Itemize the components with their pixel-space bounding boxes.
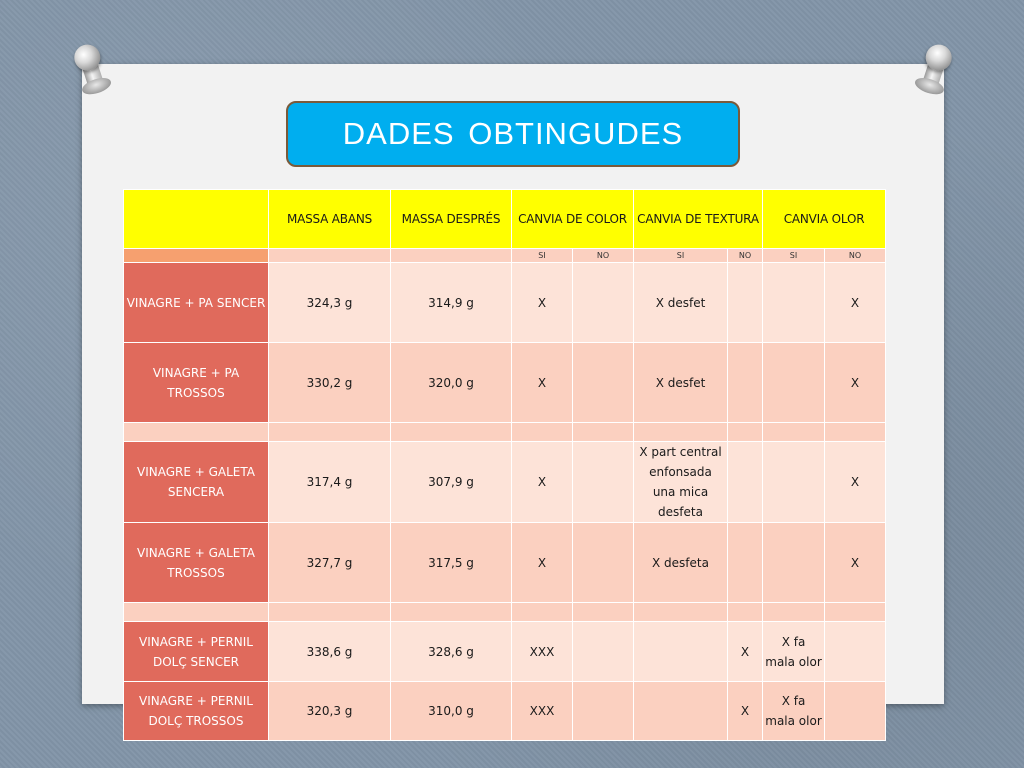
header-massa-despres: MASSA DESPRÉS xyxy=(391,190,512,249)
cell-olor-si xyxy=(763,263,825,343)
cell-color-no xyxy=(573,343,634,423)
table-row xyxy=(124,523,886,603)
cell-color-si: XXX xyxy=(512,622,573,682)
cell-textura-si: X part central enfonsada una mica desfeta xyxy=(634,442,728,523)
header-canvia-olor: CANVIA OLOR xyxy=(763,190,886,249)
table-row xyxy=(124,682,886,741)
header-empty xyxy=(124,190,269,249)
cell-massa-despres: 307,9 g xyxy=(391,442,512,523)
row-label: VINAGRE + PA TROSSOS xyxy=(124,343,269,423)
header-canvia-textura: CANVIA DE TEXTURA xyxy=(634,190,763,249)
pushpin-icon xyxy=(67,40,115,98)
cell-textura-no xyxy=(728,263,763,343)
table-row xyxy=(124,263,886,343)
separator-row xyxy=(124,603,886,622)
cell-textura-no: X xyxy=(728,682,763,741)
cell-color-no xyxy=(573,622,634,682)
cell-olor-si xyxy=(763,442,825,523)
cell-olor-no: X xyxy=(825,263,886,343)
cell-massa-abans: 320,3 g xyxy=(269,682,391,741)
subheader-textura-no: NO xyxy=(728,249,763,263)
results-table xyxy=(123,189,886,741)
cell-textura-no xyxy=(728,442,763,523)
subheader-color-no: NO xyxy=(573,249,634,263)
cell-color-si: X xyxy=(512,523,573,603)
table-row xyxy=(124,442,886,523)
cell-massa-abans: 330,2 g xyxy=(269,343,391,423)
table-row xyxy=(124,343,886,423)
row-label: VINAGRE + PERNIL DOLÇ SENCER xyxy=(124,622,269,682)
cell-color-no xyxy=(573,682,634,741)
table-row xyxy=(124,622,886,682)
cell-textura-no xyxy=(728,523,763,603)
cell-olor-no: X xyxy=(825,523,886,603)
cell-olor-no: X xyxy=(825,442,886,523)
cell-massa-despres: 320,0 g xyxy=(391,343,512,423)
cell-olor-no xyxy=(825,622,886,682)
separator-row xyxy=(124,423,886,442)
cell-massa-abans: 327,7 g xyxy=(269,523,391,603)
subheader-olor-si: SI xyxy=(763,249,825,263)
cell-textura-si xyxy=(634,622,728,682)
cell-textura-si xyxy=(634,682,728,741)
cell-massa-despres: 310,0 g xyxy=(391,682,512,741)
row-label: VINAGRE + GALETA TROSSOS xyxy=(124,523,269,603)
cell-color-si: XXX xyxy=(512,682,573,741)
cell-massa-abans: 317,4 g xyxy=(269,442,391,523)
cell-olor-no: X xyxy=(825,343,886,423)
cell-olor-si: X fa mala olor xyxy=(763,682,825,741)
cell-textura-si: X desfeta xyxy=(634,523,728,603)
table-header-row xyxy=(124,190,886,249)
cell-massa-abans: 338,6 g xyxy=(269,622,391,682)
slide-title: DADES OBTINGUDES xyxy=(286,101,740,167)
cell-color-no xyxy=(573,263,634,343)
cell-color-no xyxy=(573,523,634,603)
table-subheader-row xyxy=(124,249,886,263)
header-massa-abans: MASSA ABANS xyxy=(269,190,391,249)
header-canvia-color: CANVIA DE COLOR xyxy=(512,190,634,249)
pushpin-icon xyxy=(911,40,959,98)
cell-textura-no xyxy=(728,343,763,423)
cell-massa-abans: 324,3 g xyxy=(269,263,391,343)
row-label: VINAGRE + PERNIL DOLÇ TROSSOS xyxy=(124,682,269,741)
cell-color-si: X xyxy=(512,442,573,523)
subheader-olor-no: NO xyxy=(825,249,886,263)
cell-massa-despres: 328,6 g xyxy=(391,622,512,682)
cell-textura-no: X xyxy=(728,622,763,682)
cell-massa-despres: 317,5 g xyxy=(391,523,512,603)
cell-olor-si: X fa mala olor xyxy=(763,622,825,682)
subheader-color-si: SI xyxy=(512,249,573,263)
cell-color-si: X xyxy=(512,263,573,343)
cell-massa-despres: 314,9 g xyxy=(391,263,512,343)
cell-olor-si xyxy=(763,343,825,423)
cell-color-no xyxy=(573,442,634,523)
cell-olor-no xyxy=(825,682,886,741)
subheader-textura-si: SI xyxy=(634,249,728,263)
cell-textura-si: X desfet xyxy=(634,263,728,343)
row-label: VINAGRE + PA SENCER xyxy=(124,263,269,343)
cell-olor-si xyxy=(763,523,825,603)
cell-textura-si: X desfet xyxy=(634,343,728,423)
cell-color-si: X xyxy=(512,343,573,423)
row-label: VINAGRE + GALETA SENCERA xyxy=(124,442,269,523)
